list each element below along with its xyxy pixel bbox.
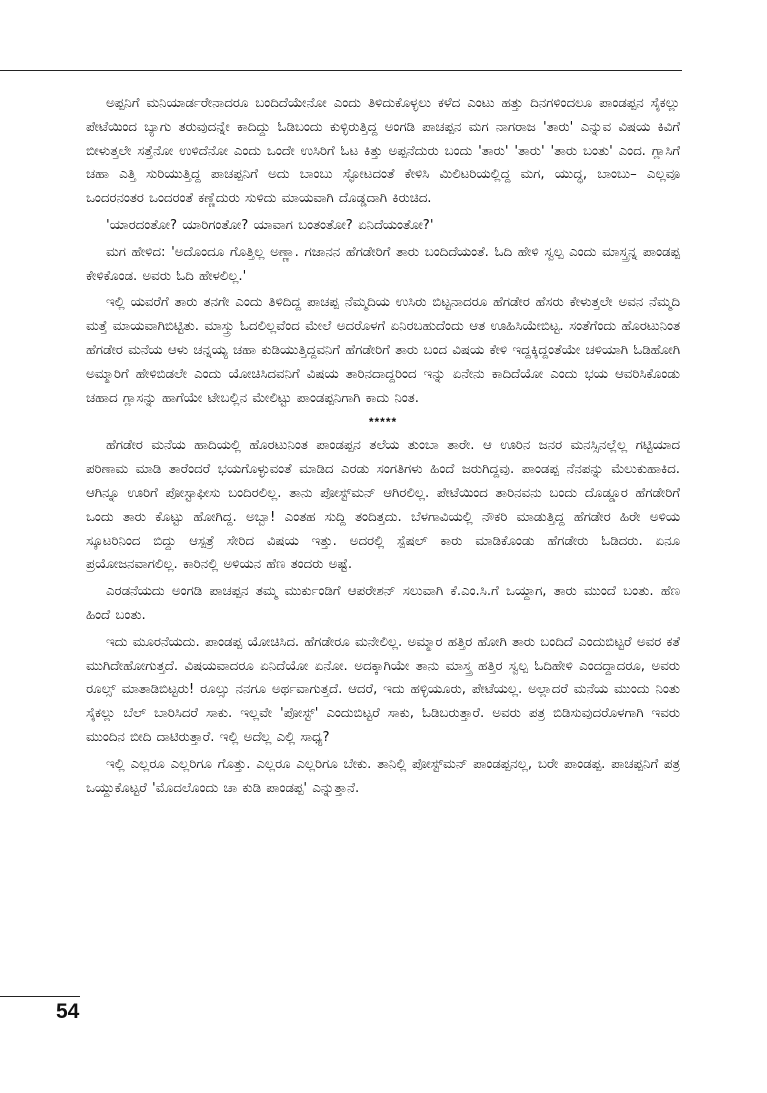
header-rule: [0, 70, 682, 71]
paragraph-4: ಇಲ್ಲಿ ಯವರೆಗೆ ತಾರು ತನಗೇ ಎಂದು ತಿಳಿದಿದ್ದ ಪಾಚಪ್ಪ ನೆಮ್ಮದಿಯ ಉಸಿರು ಬಿಟ್ಟನಾದರೂ ಹೆಗಡೇರ ಹೆಸರು ಕೇಳುತ್ತಲೇ ಅವನ ನೆಮ್ಮದಿ ಮತ್ತೆ ಮಾಯವಾಗಿಬಿಟ್ಟಿತು. ಮಾಸ್ತ್ರು ಓದಲಿಲ್ಲವೆಂದ ಮೇಲೆ ಅದರೊಳಗೆ ಏನಿರಬಹುದೆಂದು ಆತ ಊಹಿಸಿಯೇಬಿಟ್ಟ. ಸಂತೆಗೆಂದು ಹೊರಟುನಿಂತ ಹೆಗಡೇರ ಮನೆಯ ಆಳು ಚನ್ನಯ್ಯ ಚಹಾ ಕುಡಿಯುತ್ತಿದ್ದವನಿಗೆ ಹೆಗಡೇರಿಗೆ ತಾರು ಬಂದ ವಿಷಯ ಕೇಳಿ ಇದ್ದಕ್ಕಿದ್ದಂತೆಯೇ ಚಳಿಯಾಗಿ ಓಡಿಹೋಗಿ ಅಮ್ಮಾರಿಗೆ ಹೇಳಿಬಿಡಲೇ ಎಂದು ಯೋಚಿಸಿದವನಿಗೆ ವಿಷಯ ತಾರಿನದಾದ್ದರಿಂದ ಇನ್ನು ಏನೇನು ಕಾದಿದೆಯೋ ಎಂದು ಭಯ ಆವರಿಸಿಕೊಂಡು ಚಹಾದ ಗ್ಲಾಸನ್ನು ಹಾಗೆಯೇ ಟೇಬಲ್ಲಿನ ಮೇಲಿಟ್ಟು ಪಾಂಡಪ್ಪನಿಗಾಗಿ ಕಾದು ನಿಂತ.: [86, 295, 680, 406]
paragraph-1: ಅಪ್ಪನಿಗೆ ಮನಿಯಾರ್ಡರೇನಾದರೂ ಬಂದಿದೆಯೇನೋ ಎಂದು ತಿಳಿದುಕೊಳ್ಳಲು ಕಳೆದ ಎಂಟು ಹತ್ತು ದಿನಗಳಿಂದಲೂ ಪಾಂಡಪ್ಪನ ಸೈಕಲ್ಲು ಪೇಟೆಯಿಂದ ಬ್ಯಾಗು ತರುವುದನ್ನೇ ಕಾದಿದ್ದು ಓಡಿಬಂದು ಕುಳ್ಳಿರುತ್ತಿದ್ದ ಅಂಗಡಿ ಪಾಚಪ್ಪನ ಮಗ ನಾಗರಾಜ 'ತಾರು' ಎನ್ನುವ ವಿಷಯ ಕಿವಿಗೆ ಬೀಳುತ್ತಲೇ ಸತ್ತೆನೋ ಉಳಿದೆನೋ ಎಂದು ಒಂದೇ ಉಸಿರಿಗೆ ಓಟ ಕಿತ್ತು ಅಪ್ಪನೆದುರು ಬಂದು 'ತಾರು' 'ತಾರು' 'ತಾರು ಬಂತು' ಎಂದ. ಗ್ಲಾಸಿಗೆ ಚಹಾ ಎತ್ತಿ ಸುರಿಯುತ್ತಿದ್ದ ಪಾಚಪ್ಪನಿಗೆ ಅದು ಬಾಂಬು ಸ್ಫೋಟದಂತೆ ಕೇಳಿಸಿ ಮಿಲಿಟರಿಯಲ್ಲಿದ್ದ ಮಗ, ಯುದ್ಧ, ಬಾಂಬು– ಎಲ್ಲವೂ ಒಂದರನಂತರ ಒಂದರಂತೆ ಕಣ್ಣೆದುರು ಸುಳಿದು ಮಾಯವಾಗಿ ದೊಡ್ಡದಾಗಿ ಕಿರುಚಿದ.: [86, 96, 680, 207]
page-number: 54: [56, 1000, 80, 1023]
page-body: [86, 92, 680, 803]
paragraph-8: ಇಲ್ಲಿ ಎಲ್ಲರೂ ಎಲ್ಲರಿಗೂ ಗೊತ್ತು. ಎಲ್ಲರೂ ಎಲ್ಲರಿಗೂ ಬೇಕು. ತಾನಿಲ್ಲಿ ಪೋಸ್ಟ್‌ಮನ್ ಪಾಂಡಪ್ಪನಲ್ಲ, ಬರೇ ಪಾಂಡಪ್ಪ. ಪಾಚಪ್ಪನಿಗೆ ಪತ್ರ ಒಯ್ದುಕೊಟ್ಟರೆ 'ಮೊದಲೊಂದು ಚಾ ಕುಡಿ ಪಾಂಡಪ್ಪ' ಎನ್ನುತ್ತಾನೆ.: [86, 756, 680, 796]
paragraph-6: ಎರಡನೆಯದು ಅಂಗಡಿ ಪಾಚಪ್ಪನ ತಮ್ಮ ಮುರ್ಕುಂಡಿಗೆ ಆಪರೇಶನ್ ಸಲುವಾಗಿ ಕೆ.ಎಂ.ಸಿ.ಗೆ ಒಯ್ದಾಗ, ತಾರು ಮುಂದೆ ಬಂತು. ಹೆಣ ಹಿಂದೆ ಬಂತು.: [86, 584, 680, 623]
paragraph-5: ಹೆಗಡೇರ ಮನೆಯ ಹಾದಿಯಲ್ಲಿ ಹೊರಟುನಿಂತ ಪಾಂಡಪ್ಪನ ತಲೆಯ ತುಂಬಾ ತಾರೇ. ಆ ಊರಿನ ಜನರ ಮನಸ್ಸಿನಲ್ಲೆಲ್ಲ ಗಟ್ಟಿಯಾದ ಪರಿಣಾಮ ಮಾಡಿ ತಾರೆಂದರೆ ಭಯಗೊಳ್ಳುವಂತೆ ಮಾಡಿದ ಎರಡು ಸಂಗತಿಗಳು ಹಿಂದೆ ಜರುಗಿದ್ದವು. ಪಾಂಡಪ್ಪ ನೆನಪನ್ನು ಮೆಲುಕುಹಾಕಿದ. ಆಗಿನ್ನೂ ಊರಿಗೆ ಪೋಸ್ಟಾಫೀಸು ಬಂದಿರಲಿಲ್ಲ. ತಾನು ಪೋಸ್ಟ್‌ಮನ್ ಆಗಿರಲಿಲ್ಲ. ಪೇಟೆಯಿಂದ ತಾರಿನವನು ಬಂದು ದೊಡ್ಡೂರ ಹೆಗಡೇರಿಗೆ ಒಂದು ತಾರು ಕೊಟ್ಟು ಹೋಗಿದ್ದ. ಅಬ್ಬಾ! ಎಂತಹ ಸುದ್ದಿ ತಂದಿತ್ತದು. ಬೆಳಗಾವಿಯಲ್ಲಿ ನೌಕರಿ ಮಾಡುತ್ತಿದ್ದ ಹೆಗಡೇರ ಹಿರೇ ಅಳಿಯ ಸ್ಕೂಟರಿನಿಂದ ಬಿದ್ದು ಆಸ್ಪತ್ರೆ ಸೇರಿದ ವಿಷಯ ಇತ್ತು. ಅದರಲ್ಲಿ ಸ್ಪೆಷಲ್ ಕಾರು ಮಾಡಿಕೊಂಡು ಹೆಗಡೇರು ಓಡಿದರು. ಏನೂ ಪ್ರಯೋಜನವಾಗಲಿಲ್ಲ. ಕಾರಿನಲ್ಲಿ ಅಳಿಯನ ಹೆಣ ತಂದರು ಅಷ್ಟೆ.: [86, 438, 680, 573]
paragraph-7: ಇದು ಮೂರನೆಯದು. ಪಾಂಡಪ್ಪ ಯೋಚಿಸಿದ. ಹೆಗಡೇರೂ ಮನೇಲಿಲ್ಲ. ಅಮ್ಮಾರ ಹತ್ತಿರ ಹೋಗಿ ತಾರು ಬಂದಿದೆ ಎಂದುಬಿಟ್ಟರೆ ಅವರ ಕತೆ ಮುಗಿದೇಹೋಗುತ್ತದೆ. ವಿಷಯವಾದರೂ ಏನಿದೆಯೋ ಏನೋ. ಅದಕ್ಕಾಗಿಯೇ ತಾನು ಮಾಸ್ತ್ರ ಹತ್ತಿರ ಸ್ವಲ್ಪ ಓದಿಹೇಳಿ ಎಂದದ್ದಾದರೂ, ಅವರು ರೂಲ್ಸ್ ಮಾತಾಡಿಬಿಟ್ಟರು! ರೂಲ್ಸು ನನಗೂ ಅರ್ಥವಾಗುತ್ತದೆ. ಆದರೆ, ಇದು ಹಳ್ಳಿಯೂರು, ಪೇಟೆಯಲ್ಲ. ಅಲ್ಲಾದರೆ ಮನೆಯ ಮುಂದು ನಿಂತು ಸೈಕಲ್ಲು ಬೆಲ್ ಬಾರಿಸಿದರೆ ಸಾಕು. ಇಲ್ಲವೇ 'ಪೋಸ್ಟ್' ಎಂದುಬಿಟ್ಟರೆ ಸಾಕು, ಓಡಿಬರುತ್ತಾರೆ. ಅವರು ಪತ್ರ ಬಿಡಿಸುವುದರೊಳಗಾಗಿ ಇವರು ಮುಂದಿನ ಬೀದಿ ದಾಟಿರುತ್ತಾರೆ. ಇಲ್ಲಿ ಅದೆಲ್ಲ ಎಲ್ಲಿ ಸಾಧ್ಯ?: [86, 634, 680, 745]
section-separator: *****: [368, 415, 398, 430]
paragraph-3: ಮಗ ಹೇಳಿದ: 'ಅದೊಂದೂ ಗೊತ್ತಿಲ್ಲ ಅಣ್ಣಾ. ಗಜಾನನ ಹೆಗಡೇರಿಗೆ ತಾರು ಬಂದಿದೆಯಂತೆ. ಓದಿ ಹೇಳಿ ಸ್ವಲ್ಪ ಎಂದು ಮಾಸ್ತ್ರನ್ನ ಪಾಂಡಪ್ಪ ಕೇಳಿಕೊಂಡ. ಅವರು ಓದಿ ಹೇಳಲಿಲ್ಲ.': [86, 244, 680, 284]
paragraph-2: 'ಯಾರದಂತೋ? ಯಾರಿಗಂತೋ? ಯಾವಾಗ ಬಂತಂತೋ? ಏನಿದೆಯಂತೋ?': [106, 217, 434, 233]
footer-rule: [0, 996, 80, 997]
